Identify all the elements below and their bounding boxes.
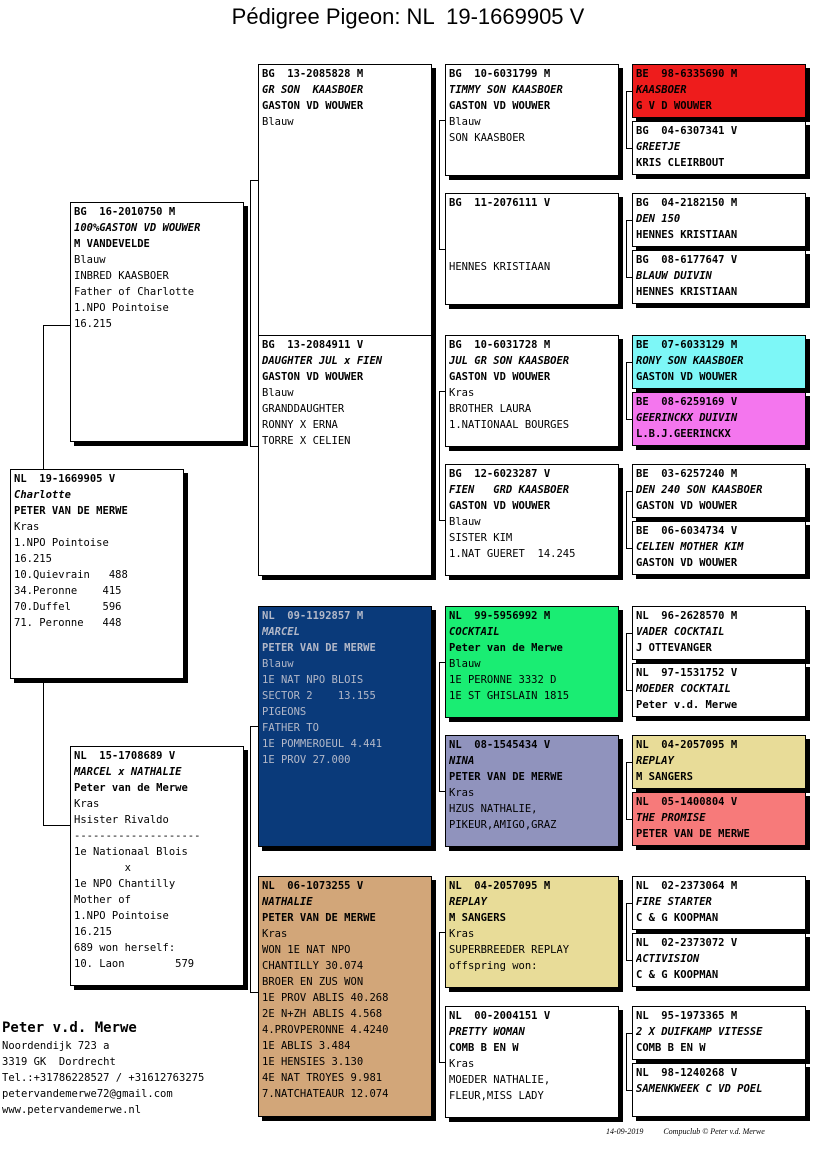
connector-line [626,362,632,363]
pigeon-name: VADER COCKTAIL [636,626,725,638]
owner-block [2,1018,252,1118]
connector-line [43,825,70,826]
ring-number: NL 95-1973365 M [636,1010,738,1022]
info-line: Kras [74,798,100,810]
info-line: 7.NATCHATEAUR 12.074 [262,1088,389,1100]
info-line: HENNES KRISTIAAN [449,261,551,273]
pigeon-name: DEN 150 [636,213,681,225]
info-line: 1E ABLIS 3.484 [262,1040,351,1052]
connector-line [626,633,632,634]
info-line: BROTHER LAURA [449,403,532,415]
pigeon-name: DAUGHTER JUL x FIEN [262,355,383,367]
info-line: 70.Duffel 596 [14,601,122,613]
breeder-name: C & G KOOPMAN [636,969,719,981]
ring-number: BG 12-6023287 V [449,468,551,480]
pigeon-card-g14 [632,933,806,987]
pigeon-name: GEERINCKX DUIVIN [636,412,738,424]
connector-line [626,362,627,419]
breeder-name: M SANGERS [636,771,693,783]
connector-line [439,120,440,249]
connector-line [250,446,258,447]
ring-number: NL 98-1240268 V [636,1067,738,1079]
connector-line [626,633,627,690]
pigeon-card-ds [258,606,432,847]
connector-line [439,249,445,250]
pigeon-card-subject [10,469,184,679]
info-line: FLEUR,MISS LADY [449,1090,544,1102]
connector-line [250,180,258,181]
breeder-name: GASTON VD WOUWER [262,371,364,383]
breeder-name: GASTON VD WOUWER [636,500,738,512]
breeder-name: PETER VAN DE MERWE [262,912,376,924]
info-line: Father of Charlotte [74,286,195,298]
info-line: 1e Nationaal Blois [74,846,188,858]
connector-line [43,325,70,326]
ring-number: BE 08-6259169 V [636,396,738,408]
pigeon-card-sd [258,335,432,576]
connector-line [626,762,632,763]
breeder-name: PETER VAN DE MERWE [449,771,563,783]
owner-email-link[interactable]: petervandemerwe72@gmail.com [2,1088,173,1100]
info-line: 1E PERONNE 3332 D [449,674,557,686]
pigeon-name: TIMMY SON KAASBOER [449,84,563,96]
info-line: Kras [449,928,475,940]
info-line: Blauw [262,387,294,399]
pigeon-card-g12 [632,792,806,846]
pigeon-card-dsd [445,735,619,847]
ring-number: BE 07-6033129 M [636,339,738,351]
connector-line [439,391,440,520]
info-line: Mother of [74,894,131,906]
breeder-name: M VANDEVELDE [74,238,150,250]
info-line: Kras [262,928,288,940]
ring-number: NL 09-1192857 M [262,610,364,622]
info-line: 10. Laon 579 [74,958,195,970]
connector-line [626,903,627,960]
owner-address-line: Noordendijk 723 a [2,1040,110,1052]
breeder-name: HENNES KRISTIAAN [636,229,738,241]
connector-line [439,791,445,792]
ring-number: NL 00-2004151 V [449,1010,551,1022]
connector-line [250,726,251,992]
breeder-name: PETER VAN DE MERWE [636,828,750,840]
page-title: Pédigree Pigeon: NL 19-1669905 V [231,4,585,29]
pigeon-card-g2 [632,121,806,175]
ring-number: NL 02-2373072 V [636,937,738,949]
pigeon-card-sds [445,335,619,447]
info-line: 4E NAT TROYES 9.981 [262,1072,383,1084]
info-line: 1.NPO Pointoise [74,910,169,922]
connector-line [626,491,627,548]
pigeon-card-dd [258,876,432,1117]
ring-number: NL 08-1545434 V [449,739,551,751]
footer [606,1127,765,1136]
info-line: 1E HENSIES 3.130 [262,1056,364,1068]
pigeon-name: THE PROMISE [636,812,706,824]
breeder-name: G V D WOUWER [636,100,712,112]
info-line: Hsister Rivaldo [74,814,169,826]
connector-line [626,690,632,691]
info-line: Blauw [449,516,481,528]
ring-number: NL 05-1400804 V [636,796,738,808]
info-line: -------------------- [74,830,201,842]
breeder-name: KRIS CLEIRBOUT [636,157,725,169]
connector-line [439,932,440,1062]
info-line: Kras [449,787,475,799]
info-line: Blauw [74,254,106,266]
connector-line [250,726,258,727]
connector-line [626,91,627,148]
info-line: RONNY X ERNA [262,419,338,431]
pigeon-name [449,211,615,227]
connector-line [250,180,251,446]
info-line: Kras [449,1058,475,1070]
info-line: 1E PROV ABLIS 40.268 [262,992,389,1004]
ring-number: BG 13-2085828 M [262,68,364,80]
owner-name: Peter v.d. Merwe [2,1020,137,1036]
connector-line [439,120,445,121]
pigeon-name: FIRE STARTER [636,896,712,908]
pigeon-name: GREETJE [636,141,681,153]
connector-line [626,1033,632,1034]
pigeon-card-g6 [632,392,806,446]
info-line: 34.Peronne 415 [14,585,122,597]
breeder-name: COMB B EN W [636,1042,706,1054]
connector-line [439,1062,445,1063]
pigeon-card-g15 [632,1006,806,1060]
connector-line [626,819,632,820]
ring-number: BG 10-6031799 M [449,68,551,80]
info-line: TORRE X CELIEN [262,435,351,447]
connector-line [626,148,632,149]
pigeon-name: PRETTY WOMAN [449,1026,525,1038]
info-line: 1.NATIONAAL BOURGES [449,419,570,431]
footer-date: 14-09-2019 [606,1127,644,1136]
pigeon-name: SAMENKWEEK C VD POEL [636,1083,763,1095]
info-line: PIKEUR,AMIGO,GRAZ [449,819,557,831]
connector-line [626,1090,632,1091]
info-line: WON 1E NAT NPO [262,944,351,956]
pigeon-name: ACTIVISION [636,953,700,965]
connector-line [626,762,627,819]
info-line: INBRED KAASBOER [74,270,169,282]
breeder-name: GASTON VD WOUWER [262,100,364,112]
ring-number: NL 06-1073255 V [262,880,364,892]
breeder-name: Peter van de Merwe [449,642,563,654]
connector-line [626,220,632,221]
pigeon-card-g16 [632,1063,806,1117]
connector-line [43,679,44,825]
info-line: 1E NAT NPO BLOIS [262,674,364,686]
pigeon-name: REPLAY [636,755,674,767]
pigeon-card-g4 [632,250,806,304]
connector-line [43,325,44,469]
ring-number: NL 97-1531752 V [636,667,738,679]
ring-number: BG 08-6177647 V [636,254,738,266]
footer-credit: Compuclub © Peter v.d. Merwe [663,1127,765,1136]
breeder-name: M SANGERS [449,912,506,924]
info-line: SISTER KIM [449,532,513,544]
breeder-name: J OTTEVANGER [636,642,712,654]
breeder-name: Peter v.d. Merwe [636,699,738,711]
ring-number: NL 19-1669905 V [14,473,116,485]
pigeon-card-sss [445,64,619,176]
info-line: 71. Peronne 448 [14,617,122,629]
breeder-name: PETER VAN DE MERWE [14,505,128,517]
pigeon-name: REPLAY [449,896,487,908]
pigeon-card-dds [445,876,619,988]
breeder-name: COMB B EN W [449,1042,519,1054]
ring-number: BG 04-6307341 V [636,125,738,137]
breeder-name: GASTON VD WOUWER [449,371,551,383]
pigeon-name: MOEDER COCKTAIL [636,683,731,695]
ring-number: BE 03-6257240 M [636,468,738,480]
connector-line [626,903,632,904]
ring-number: NL 15-1708689 V [74,750,176,762]
ring-number: BE 06-6034734 V [636,525,738,537]
info-line: SUPERBREEDER REPLAY [449,944,570,956]
pigeon-name: JUL GR SON KAASBOER [449,355,570,367]
info-line: 1.NPO Pointoise [14,537,109,549]
pigeon-name: RONY SON KAASBOER [636,355,744,367]
pigeon-card-g3 [632,193,806,247]
connector-line [626,91,632,92]
info-line: 4.PROVPERONNE 4.4240 [262,1024,389,1036]
breeder-name [449,227,615,243]
connector-line [250,992,258,993]
pigeon-name: NINA [449,755,475,767]
pigeon-name: BLAUW DUIVIN [636,270,712,282]
info-line: 1E PROV 27.000 [262,754,351,766]
owner-website-link[interactable]: www.petervandemerwe.nl [2,1104,142,1116]
pigeon-card-g8 [632,521,806,575]
breeder-name: GASTON VD WOUWER [636,557,738,569]
pigeon-card-ddd [445,1006,619,1118]
connector-line [439,662,445,663]
pigeon-name: CELIEN MOTHER KIM [636,541,744,553]
info-line: Blauw [262,658,294,670]
info-line: Blauw [449,116,481,128]
info-line: 1E ST GHISLAIN 1815 [449,690,570,702]
connector-line [626,1033,627,1090]
ring-number: BG 10-6031728 M [449,339,551,351]
connector-line [439,662,440,791]
breeder-name: Peter van de Merwe [74,782,188,794]
connector-line [626,548,632,549]
pigeon-name: NATHALIE [262,896,313,908]
owner-city-line: 3319 GK Dordrecht [2,1056,116,1068]
pigeon-name: COCKTAIL [449,626,500,638]
connector-line [626,491,632,492]
info-line: 2E N+ZH ABLIS 4.568 [262,1008,383,1020]
pigeon-card-g7 [632,464,806,518]
pigeon-card-dss [445,606,619,718]
breeder-name: PETER VAN DE MERWE [262,642,376,654]
info-line: 689 won herself: [74,942,176,954]
pigeon-name: 100%GASTON VD WOUWER [74,222,201,234]
connector-line [626,419,632,420]
info-line: FATHER TO [262,722,319,734]
info-line: CHANTILLY 30.074 [262,960,364,972]
info-line: SECTOR 2 13.155 [262,690,376,702]
info-line: 1E POMMEROEUL 4.441 [262,738,383,750]
breeder-name: GASTON VD WOUWER [636,371,738,383]
info-line: Kras [449,387,475,399]
breeder-name: L.B.J.GEERINCKX [636,428,731,440]
pigeon-card-g10 [632,663,806,717]
breeder-name: C & G KOOPMAN [636,912,719,924]
pigeon-name: KAASBOER [636,84,687,96]
pigeon-card-sdd [445,464,619,576]
info-line: PIGEONS [262,706,307,718]
ring-number: NL 02-2373064 M [636,880,738,892]
ring-number: NL 04-2057095 M [449,880,551,892]
pigeon-name: FIEN GRD KAASBOER [449,484,570,496]
info-line: HZUS NATHALIE, [449,803,538,815]
info-line: Kras [14,521,40,533]
info-line: Blauw [262,116,294,128]
connector-line [626,960,632,961]
ring-number: BG 11-2076111 V [449,197,551,209]
pigeon-card-g1 [632,64,806,118]
info-line: 16.215 [74,318,112,330]
breeder-name: GASTON VD WOUWER [449,500,551,512]
ring-number: NL 04-2057095 M [636,739,738,751]
ring-number: BG 16-2010750 M [74,206,176,218]
pigeon-card-ssd [445,193,619,305]
pigeon-name: 2 X DUIFKAMP VITESSE [636,1026,763,1038]
connector-line [439,520,445,521]
info-line: 1e NPO Chantilly [74,878,176,890]
connector-line [439,932,445,933]
info-line: BROER EN ZUS WON [262,976,364,988]
pigeon-name: DEN 240 SON KAASBOER [636,484,763,496]
pigeon-card-dam [70,746,244,986]
ring-number: BE 98-6335690 M [636,68,738,80]
breeder-name [636,1097,802,1113]
pigeon-name: GR SON KAASBOER [262,84,364,96]
breeder-name: HENNES KRISTIAAN [636,286,738,298]
pigeon-card-g5 [632,335,806,389]
connector-line [626,277,632,278]
info-line: MOEDER NATHALIE, [449,1074,551,1086]
info-line: GRANDDAUGHTER [262,403,345,415]
ring-number: NL 96-2628570 M [636,610,738,622]
pigeon-name: MARCEL x NATHALIE [74,766,182,778]
ring-number: BG 13-2084911 V [262,339,364,351]
pigeon-name: MARCEL [262,626,300,638]
info-line: 1.NAT GUERET 14.245 [449,548,576,560]
breeder-name: GASTON VD WOUWER [449,100,551,112]
pigeon-card-sire [70,202,244,442]
connector-line [439,391,445,392]
pigeon-name: Charlotte [14,489,71,501]
info-line: 10.Quievrain 488 [14,569,128,581]
info-line: 1.NPO Pointoise [74,302,169,314]
owner-phone-line: Tel.:+31786228527 / +31612763275 [2,1072,205,1084]
ring-number: BG 04-2182150 M [636,197,738,209]
pigeon-card-g11 [632,735,806,789]
info-line: Blauw [449,658,481,670]
pigeon-card-g13 [632,876,806,930]
pigeon-card-g9 [632,606,806,660]
info-line: offspring won: [449,960,538,972]
info-line: x [74,862,131,874]
info-line: 16.215 [74,926,112,938]
info-line [449,243,615,259]
info-line: 16.215 [14,553,52,565]
info-line: SON KAASBOER [449,132,525,144]
ring-number: NL 99-5956992 M [449,610,551,622]
connector-line [626,220,627,277]
